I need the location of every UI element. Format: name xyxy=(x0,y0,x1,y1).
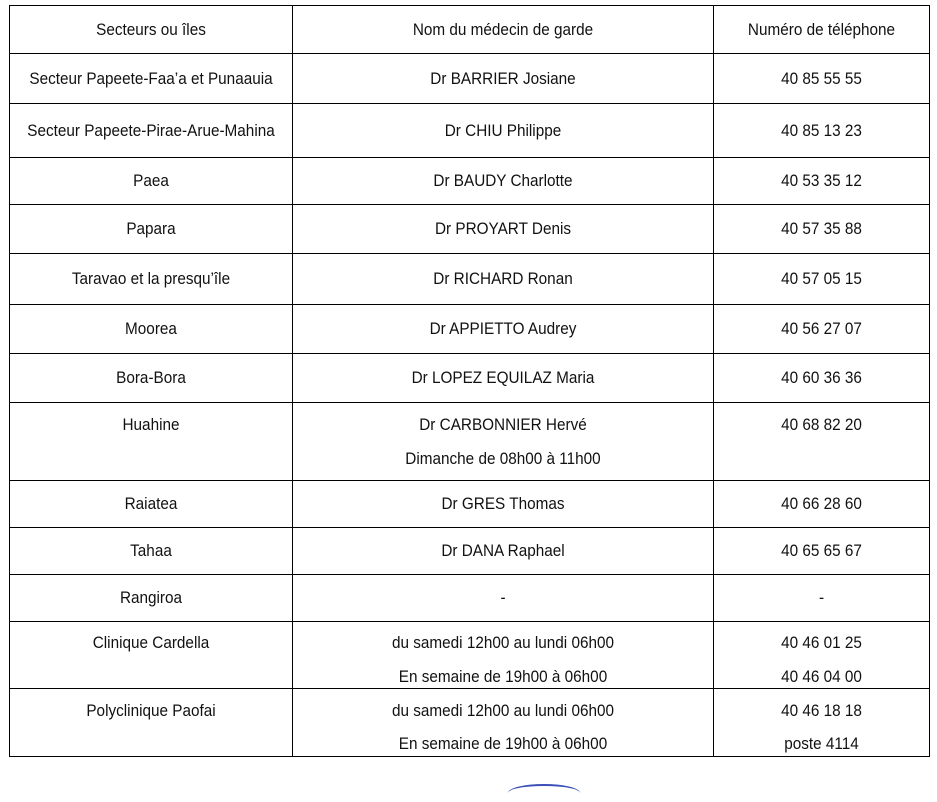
doctor-cell: Dr APPIETTO Audrey xyxy=(293,305,714,354)
sector-cell: Taravao et la presqu’île xyxy=(10,254,293,305)
phone-cell: 40 68 82 20 xyxy=(714,403,930,481)
sector-cell: Secteur Papeete-Pirae-Arue-Mahina xyxy=(10,104,293,158)
table-row xyxy=(10,354,930,403)
doctor-cell: Dr BAUDY Charlotte xyxy=(293,158,714,205)
doctor-cell: Dr GRES Thomas xyxy=(293,481,714,528)
stamp-seal-edge xyxy=(508,784,580,802)
doctor-cell: Dr PROYART Denis xyxy=(293,205,714,254)
phone-cell: - xyxy=(714,575,930,622)
phone-cell: 40 46 18 18 poste 4114 xyxy=(714,689,930,757)
table-row xyxy=(10,481,930,528)
phone-cell: 40 57 05 15 xyxy=(714,254,930,305)
table-row xyxy=(10,622,930,689)
sector-cell: Huahine xyxy=(10,403,293,481)
doctor-cell: Dr RICHARD Ronan xyxy=(293,254,714,305)
sector-cell: Moorea xyxy=(10,305,293,354)
table-row xyxy=(10,54,930,104)
table-row xyxy=(10,305,930,354)
table-header-row xyxy=(10,6,930,54)
sector-cell: Rangiroa xyxy=(10,575,293,622)
phone-cell: 40 60 36 36 xyxy=(714,354,930,403)
phone-cell: 40 56 27 07 xyxy=(714,305,930,354)
sector-cell: Clinique Cardella xyxy=(10,622,293,689)
sector-cell: Paea xyxy=(10,158,293,205)
sector-cell: Papara xyxy=(10,205,293,254)
phone-cell: 40 65 65 67 xyxy=(714,528,930,575)
phone-cell: 40 85 55 55 xyxy=(714,54,930,104)
sector-cell: Secteur Papeete-Faa’a et Punaauia xyxy=(10,54,293,104)
table-row xyxy=(10,575,930,622)
phone-cell: 40 53 35 12 xyxy=(714,158,930,205)
doctor-cell: du samedi 12h00 au lundi 06h00 En semaine de 19h00 à 06h00 xyxy=(293,689,714,757)
phone-cell: 40 46 01 25 40 46 04 00 xyxy=(714,622,930,689)
header-phone: Numéro de téléphone xyxy=(714,6,930,54)
table-row xyxy=(10,689,930,757)
table-row xyxy=(10,528,930,575)
header-doctor: Nom du médecin de garde xyxy=(293,6,714,54)
phone-cell: 40 66 28 60 xyxy=(714,481,930,528)
sector-cell: Bora-Bora xyxy=(10,354,293,403)
header-sector: Secteurs ou îles xyxy=(10,6,293,54)
doctor-cell: Dr LOPEZ EQUILAZ Maria xyxy=(293,354,714,403)
phone-cell: 40 85 13 23 xyxy=(714,104,930,158)
doctor-cell: du samedi 12h00 au lundi 06h00 En semaine de 19h00 à 06h00 xyxy=(293,622,714,689)
sector-cell: Raiatea xyxy=(10,481,293,528)
table-row xyxy=(10,205,930,254)
doctor-cell: Dr DANA Raphael xyxy=(293,528,714,575)
sector-cell: Tahaa xyxy=(10,528,293,575)
table-row xyxy=(10,104,930,158)
table-row xyxy=(10,403,930,481)
on-call-doctors-table xyxy=(9,5,930,757)
doctor-cell: Dr BARRIER Josiane xyxy=(293,54,714,104)
sector-cell: Polyclinique Paofai xyxy=(10,689,293,757)
table-row xyxy=(10,254,930,305)
doctor-cell: Dr CARBONNIER Hervé Dimanche de 08h00 à 11h00 xyxy=(293,403,714,481)
phone-cell: 40 57 35 88 xyxy=(714,205,930,254)
doctor-cell: Dr CHIU Philippe xyxy=(293,104,714,158)
doctor-cell: - xyxy=(293,575,714,622)
table-row xyxy=(10,158,930,205)
